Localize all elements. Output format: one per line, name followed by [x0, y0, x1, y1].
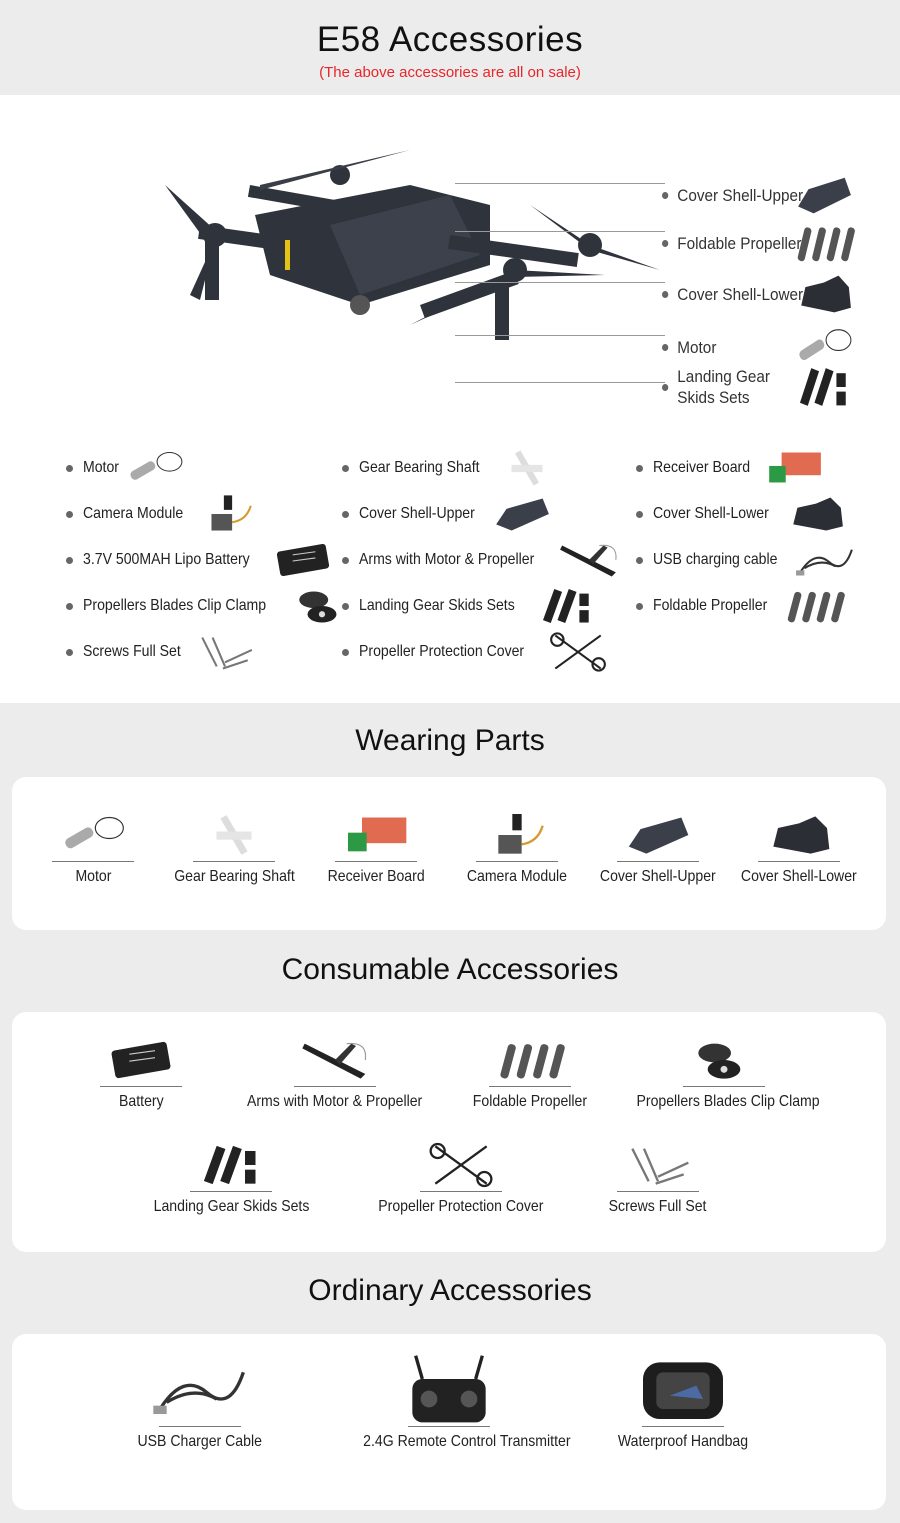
bullet-dot [342, 465, 349, 472]
bullet-dot [662, 192, 668, 199]
divider [52, 861, 134, 862]
accessory-list-item [66, 585, 353, 627]
part-item [349, 1372, 571, 1451]
part-label: Camera Module [466, 868, 568, 885]
shell-lower-icon [785, 493, 847, 535]
battery-icon [106, 1036, 176, 1084]
landing-gear-icon [196, 1141, 266, 1189]
ordinary-accessories-card [12, 1334, 886, 1510]
accessory-list-item [342, 631, 609, 673]
bullet-dot [342, 511, 349, 518]
callout-line [455, 335, 665, 336]
divider [617, 861, 699, 862]
part-label: Arms with Motor & Propeller [247, 1093, 423, 1110]
overview-section [0, 95, 900, 703]
callout-shell-upper [662, 172, 856, 218]
board-icon [341, 811, 411, 859]
part-item [131, 1137, 331, 1216]
divider [617, 1191, 699, 1192]
callout-landing-gear [662, 364, 856, 410]
accessory-label: USB charging cable [653, 551, 778, 568]
accessory-list-item [342, 539, 620, 581]
propeller-icon [793, 220, 856, 266]
part-label: Receiver Board [327, 868, 425, 885]
bullet-dot [662, 240, 668, 247]
bullet-dot [66, 649, 73, 656]
divider [190, 1191, 272, 1192]
part-item [41, 1032, 241, 1111]
divider [294, 1086, 376, 1087]
part-item [624, 1032, 824, 1111]
divider [758, 861, 840, 862]
part-label: Propellers Blades Clip Clamp [636, 1093, 820, 1110]
accessory-label: Camera Module [83, 505, 184, 522]
part-item [558, 1137, 758, 1216]
callout-line [455, 282, 665, 283]
accessory-label: Cover Shell-Lower [653, 505, 769, 522]
callout-shell-lower [662, 271, 856, 317]
accessory-list-item [66, 631, 256, 673]
divider [642, 1426, 724, 1427]
bullet-dot [342, 603, 349, 610]
divider [476, 861, 558, 862]
motor-icon [58, 811, 128, 859]
part-label: Gear Bearing Shaft [173, 868, 295, 885]
part-label: Waterproof Handbag [617, 1433, 749, 1450]
cable-icon [794, 539, 856, 581]
part-label: Foldable Propeller [472, 1093, 588, 1110]
accessory-list-item [342, 447, 558, 489]
part-label: Battery [118, 1093, 164, 1110]
clamp-icon [689, 1036, 759, 1084]
divider [420, 1191, 502, 1192]
part-item [430, 1032, 630, 1111]
guard-icon [426, 1141, 496, 1189]
accessory-label: Cover Shell-Upper [359, 505, 475, 522]
divider [159, 1426, 241, 1427]
bullet-dot [636, 557, 643, 564]
bullet-dot [66, 603, 73, 610]
accessory-label: 3.7V 500MAH Lipo Battery [83, 551, 250, 568]
consumable-accessories-card [12, 1012, 886, 1252]
gear-icon [496, 447, 558, 489]
callout-line [455, 183, 665, 184]
bullet-dot [66, 465, 73, 472]
divider [683, 1086, 765, 1087]
shell-lower-icon [764, 811, 834, 859]
shell-upper-icon [793, 172, 856, 218]
part-label: Propeller Protection Cover [378, 1198, 544, 1215]
accessory-list-item [342, 493, 553, 535]
part-item [699, 807, 899, 886]
shell-lower-icon [793, 271, 856, 317]
propeller-icon [783, 585, 845, 627]
part-item [583, 1372, 783, 1451]
arm-icon [300, 1036, 370, 1084]
accessory-list-item [636, 539, 856, 581]
part-item [100, 1372, 300, 1451]
part-label: 2.4G Remote Control Transmitter [363, 1433, 571, 1450]
callout-label: Motor [677, 337, 717, 357]
landing-gear-icon [793, 364, 856, 410]
callout-label: Foldable Propeller [677, 233, 802, 253]
accessory-list-item [636, 585, 845, 627]
wearing-parts-title: Wearing Parts [355, 724, 545, 757]
screws-icon [623, 1141, 693, 1189]
callout-propeller [662, 220, 856, 266]
part-label: Landing Gear Skids Sets [153, 1198, 309, 1215]
accessory-label: Screws Full Set [83, 643, 181, 660]
part-item [361, 1137, 561, 1216]
accessory-list-item [66, 539, 334, 581]
bullet-dot [342, 649, 349, 656]
drone-image [160, 145, 660, 405]
page-title: E58 Accessories [316, 20, 584, 59]
callout-label: Landing Gear Skids Sets [677, 367, 771, 407]
remote-icon [399, 1354, 499, 1424]
screws-icon [194, 631, 256, 673]
accessory-label: Motor [83, 459, 119, 476]
divider [489, 1086, 571, 1087]
bullet-dot [636, 603, 643, 610]
arm-icon [558, 539, 620, 581]
part-item [235, 1032, 435, 1111]
motor-icon [124, 447, 186, 489]
bullet-dot [662, 344, 668, 351]
part-label: Motor [75, 868, 111, 885]
divider [193, 861, 275, 862]
bullet-dot [636, 465, 643, 472]
camera-icon [197, 493, 259, 535]
accessory-label: Foldable Propeller [653, 597, 768, 614]
part-label: Cover Shell-Upper [600, 868, 716, 885]
accessory-label: Gear Bearing Shaft [359, 459, 480, 476]
guard-icon [547, 631, 609, 673]
battery-icon [272, 539, 334, 581]
divider [408, 1426, 490, 1427]
accessory-label: Propeller Protection Cover [359, 643, 525, 660]
part-label: Screws Full Set [609, 1198, 707, 1215]
bullet-dot [342, 557, 349, 564]
bullet-dot [636, 511, 643, 518]
bullet-dot [66, 557, 73, 564]
ordinary-accessories-title: Ordinary Accessories [308, 1274, 592, 1307]
bullet-dot [66, 511, 73, 518]
page-header [0, 0, 900, 95]
divider [335, 861, 417, 862]
callout-label: Cover Shell-Lower [677, 284, 804, 304]
sale-note: (The above accessories are all on sale) [319, 64, 581, 81]
accessory-list-item [636, 493, 847, 535]
bullet-dot [662, 291, 668, 298]
handbag-icon [633, 1354, 733, 1424]
board-icon [763, 447, 825, 489]
accessory-label: Landing Gear Skids Sets [359, 597, 515, 614]
callout-line [455, 231, 665, 232]
part-label: USB Charger Cable [137, 1433, 263, 1450]
accessory-list-item [66, 447, 186, 489]
shell-upper-icon [491, 493, 553, 535]
divider [100, 1086, 182, 1087]
gear-icon [199, 811, 269, 859]
camera-icon [482, 811, 552, 859]
shell-upper-icon [623, 811, 693, 859]
propeller-icon [495, 1036, 565, 1084]
cable-icon [150, 1354, 250, 1424]
callout-label: Cover Shell-Upper [677, 185, 804, 205]
accessory-list-item [636, 447, 825, 489]
accessory-label: Receiver Board [653, 459, 751, 476]
landing-gear-icon [536, 585, 598, 627]
bullet-dot [662, 384, 668, 391]
callout-line [455, 382, 665, 383]
accessory-label: Propellers Blades Clip Clamp [83, 597, 267, 614]
accessory-list-item [66, 493, 259, 535]
accessory-list-item [342, 585, 598, 627]
wearing-parts-card [12, 777, 886, 930]
part-label: Cover Shell-Lower [741, 868, 857, 885]
consumable-accessories-title: Consumable Accessories [281, 953, 619, 986]
accessory-label: Arms with Motor & Propeller [359, 551, 535, 568]
